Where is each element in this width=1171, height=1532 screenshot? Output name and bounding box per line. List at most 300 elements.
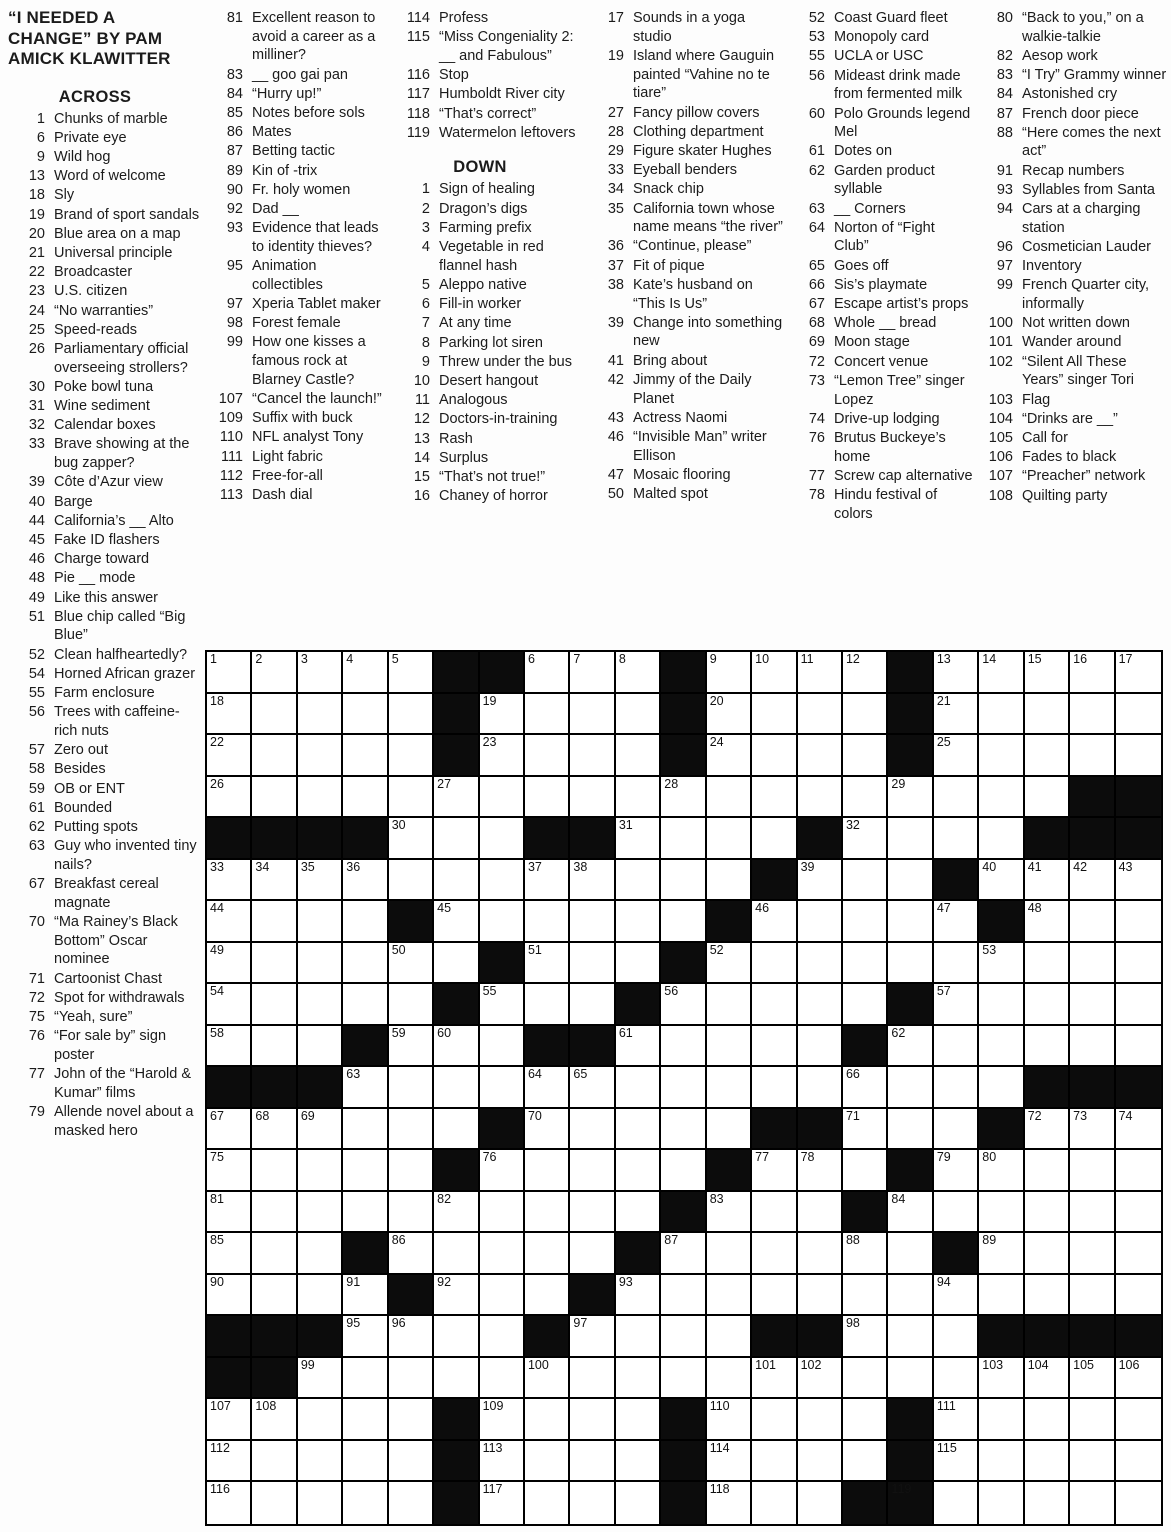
grid-cell-r17-c9[interactable] [570,1316,615,1358]
grid-cell-r19-c7[interactable] [480,1399,525,1441]
grid-cell-r8-c18[interactable] [979,943,1024,985]
grid-cell-r16-c18[interactable] [979,1275,1024,1317]
grid-cell-r4-c8[interactable] [525,777,570,819]
grid-cell-r13-c4[interactable] [343,1150,388,1192]
grid-cell-r7-c16[interactable] [888,901,933,943]
grid-cell-r8-c19[interactable] [1025,943,1070,985]
grid-cell-r9-c13[interactable] [752,984,797,1026]
grid-cell-r8-c14[interactable] [798,943,843,985]
grid-cell-r14-c10[interactable] [616,1192,661,1234]
grid-cell-r7-c2[interactable] [252,901,297,943]
grid-cell-r9-c14[interactable] [798,984,843,1026]
grid-cell-r10-c6[interactable] [434,1026,479,1068]
grid-cell-r16-c6[interactable] [434,1275,479,1317]
grid-cell-r1-c8[interactable] [525,652,570,694]
grid-cell-r13-c13[interactable] [752,1150,797,1192]
grid-cell-r21-c9[interactable] [570,1482,615,1524]
grid-cell-r10-c2[interactable] [252,1026,297,1068]
grid-cell-r4-c19[interactable] [1025,777,1070,819]
grid-cell-r12-c4[interactable] [343,1109,388,1151]
grid-cell-r6-c15[interactable] [843,860,888,902]
grid-cell-r10-c12[interactable] [707,1026,752,1068]
grid-cell-r2-c17[interactable] [934,694,979,736]
grid-cell-r5-c12[interactable] [707,818,752,860]
grid-cell-r9-c9[interactable] [570,984,615,1026]
grid-cell-r18-c14[interactable] [798,1358,843,1400]
grid-cell-r4-c18[interactable] [979,777,1024,819]
grid-cell-r4-c5[interactable] [389,777,434,819]
grid-cell-r1-c17[interactable] [934,652,979,694]
grid-cell-r11-c12[interactable] [707,1067,752,1109]
grid-cell-r20-c3[interactable] [298,1441,343,1483]
grid-cell-r12-c3[interactable] [298,1109,343,1151]
grid-cell-r15-c18[interactable] [979,1233,1024,1275]
grid-cell-r19-c17[interactable] [934,1399,979,1441]
grid-cell-r7-c17[interactable] [934,901,979,943]
grid-cell-r21-c1[interactable] [207,1482,252,1524]
grid-cell-r20-c4[interactable] [343,1441,388,1483]
grid-cell-r2-c18[interactable] [979,694,1024,736]
grid-cell-r1-c10[interactable] [616,652,661,694]
grid-cell-r3-c21[interactable] [1116,735,1161,777]
grid-cell-r10-c10[interactable] [616,1026,661,1068]
grid-cell-r4-c16[interactable] [888,777,933,819]
grid-cell-r17-c17[interactable] [934,1316,979,1358]
grid-cell-r1-c20[interactable] [1070,652,1115,694]
grid-cell-r20-c10[interactable] [616,1441,661,1483]
grid-cell-r21-c4[interactable] [343,1482,388,1524]
grid-cell-r14-c17[interactable] [934,1192,979,1234]
grid-cell-r12-c15[interactable] [843,1109,888,1151]
grid-cell-r19-c19[interactable] [1025,1399,1070,1441]
grid-cell-r6-c19[interactable] [1025,860,1070,902]
grid-cell-r7-c21[interactable] [1116,901,1161,943]
grid-cell-r2-c15[interactable] [843,694,888,736]
grid-cell-r4-c9[interactable] [570,777,615,819]
grid-cell-r10-c3[interactable] [298,1026,343,1068]
grid-cell-r13-c3[interactable] [298,1150,343,1192]
grid-cell-r14-c8[interactable] [525,1192,570,1234]
grid-cell-r2-c5[interactable] [389,694,434,736]
grid-cell-r5-c16[interactable] [888,818,933,860]
grid-cell-r18-c21[interactable] [1116,1358,1161,1400]
grid-cell-r16-c14[interactable] [798,1275,843,1317]
grid-cell-r16-c20[interactable] [1070,1275,1115,1317]
grid-cell-r7-c4[interactable] [343,901,388,943]
grid-cell-r11-c11[interactable] [661,1067,706,1109]
grid-cell-r5-c11[interactable] [661,818,706,860]
grid-cell-r5-c17[interactable] [934,818,979,860]
grid-cell-r16-c12[interactable] [707,1275,752,1317]
grid-cell-r19-c5[interactable] [389,1399,434,1441]
grid-cell-r6-c18[interactable] [979,860,1024,902]
grid-cell-r6-c20[interactable] [1070,860,1115,902]
grid-cell-r7-c19[interactable] [1025,901,1070,943]
grid-cell-r18-c9[interactable] [570,1358,615,1400]
grid-cell-r1-c15[interactable] [843,652,888,694]
grid-cell-r3-c19[interactable] [1025,735,1070,777]
grid-cell-r14-c18[interactable] [979,1192,1024,1234]
grid-cell-r8-c13[interactable] [752,943,797,985]
grid-cell-r1-c5[interactable] [389,652,434,694]
grid-cell-r14-c2[interactable] [252,1192,297,1234]
grid-cell-r15-c19[interactable] [1025,1233,1070,1275]
grid-cell-r14-c12[interactable] [707,1192,752,1234]
grid-cell-r7-c11[interactable] [661,901,706,943]
grid-cell-r5-c10[interactable] [616,818,661,860]
grid-cell-r7-c20[interactable] [1070,901,1115,943]
grid-cell-r15-c9[interactable] [570,1233,615,1275]
grid-cell-r3-c5[interactable] [389,735,434,777]
grid-cell-r13-c8[interactable] [525,1150,570,1192]
grid-cell-r10-c21[interactable] [1116,1026,1161,1068]
grid-cell-r18-c16[interactable] [888,1358,933,1400]
grid-cell-r15-c3[interactable] [298,1233,343,1275]
grid-cell-r5-c5[interactable] [389,818,434,860]
grid-cell-r21-c2[interactable] [252,1482,297,1524]
grid-cell-r2-c3[interactable] [298,694,343,736]
grid-cell-r14-c3[interactable] [298,1192,343,1234]
grid-cell-r20-c9[interactable] [570,1441,615,1483]
grid-cell-r3-c18[interactable] [979,735,1024,777]
grid-cell-r6-c9[interactable] [570,860,615,902]
grid-cell-r16-c3[interactable] [298,1275,343,1317]
grid-cell-r7-c6[interactable] [434,901,479,943]
grid-cell-r14-c20[interactable] [1070,1192,1115,1234]
grid-cell-r18-c8[interactable] [525,1358,570,1400]
grid-cell-r9-c8[interactable] [525,984,570,1026]
grid-cell-r5-c18[interactable] [979,818,1024,860]
grid-cell-r21-c19[interactable] [1025,1482,1070,1524]
grid-cell-r9-c19[interactable] [1025,984,1070,1026]
grid-cell-r16-c17[interactable] [934,1275,979,1317]
grid-cell-r10-c11[interactable] [661,1026,706,1068]
grid-cell-r8-c16[interactable] [888,943,933,985]
grid-cell-r16-c15[interactable] [843,1275,888,1317]
grid-cell-r1-c12[interactable] [707,652,752,694]
grid-cell-r11-c9[interactable] [570,1067,615,1109]
grid-cell-r14-c14[interactable] [798,1192,843,1234]
grid-cell-r18-c18[interactable] [979,1358,1024,1400]
grid-cell-r14-c7[interactable] [480,1192,525,1234]
grid-cell-r20-c15[interactable] [843,1441,888,1483]
grid-cell-r3-c4[interactable] [343,735,388,777]
grid-cell-r13-c18[interactable] [979,1150,1024,1192]
grid-cell-r9-c21[interactable] [1116,984,1161,1026]
grid-cell-r17-c11[interactable] [661,1316,706,1358]
grid-cell-r1-c2[interactable] [252,652,297,694]
grid-cell-r20-c14[interactable] [798,1441,843,1483]
grid-cell-r16-c1[interactable] [207,1275,252,1317]
grid-cell-r15-c2[interactable] [252,1233,297,1275]
grid-cell-r1-c1[interactable] [207,652,252,694]
grid-cell-r8-c8[interactable] [525,943,570,985]
grid-cell-r3-c1[interactable] [207,735,252,777]
grid-cell-r3-c10[interactable] [616,735,661,777]
grid-cell-r9-c3[interactable] [298,984,343,1026]
grid-cell-r10-c20[interactable] [1070,1026,1115,1068]
grid-cell-r6-c2[interactable] [252,860,297,902]
grid-cell-r3-c17[interactable] [934,735,979,777]
grid-cell-r8-c17[interactable] [934,943,979,985]
grid-cell-r2-c14[interactable] [798,694,843,736]
grid-cell-r16-c21[interactable] [1116,1275,1161,1317]
grid-cell-r10-c14[interactable] [798,1026,843,1068]
grid-cell-r6-c16[interactable] [888,860,933,902]
grid-cell-r11-c4[interactable] [343,1067,388,1109]
grid-cell-r18-c15[interactable] [843,1358,888,1400]
grid-cell-r12-c1[interactable] [207,1109,252,1151]
grid-cell-r16-c11[interactable] [661,1275,706,1317]
grid-cell-r4-c14[interactable] [798,777,843,819]
grid-cell-r1-c9[interactable] [570,652,615,694]
grid-cell-r16-c16[interactable] [888,1275,933,1317]
grid-cell-r11-c8[interactable] [525,1067,570,1109]
grid-cell-r1-c19[interactable] [1025,652,1070,694]
grid-cell-r11-c10[interactable] [616,1067,661,1109]
grid-cell-r18-c3[interactable] [298,1358,343,1400]
grid-cell-r15-c20[interactable] [1070,1233,1115,1275]
grid-cell-r7-c13[interactable] [752,901,797,943]
grid-cell-r8-c5[interactable] [389,943,434,985]
grid-cell-r19-c20[interactable] [1070,1399,1115,1441]
grid-cell-r13-c20[interactable] [1070,1150,1115,1192]
grid-cell-r3-c9[interactable] [570,735,615,777]
grid-cell-r9-c5[interactable] [389,984,434,1026]
grid-cell-r11-c6[interactable] [434,1067,479,1109]
grid-cell-r10-c17[interactable] [934,1026,979,1068]
grid-cell-r4-c15[interactable] [843,777,888,819]
grid-cell-r19-c10[interactable] [616,1399,661,1441]
grid-cell-r6-c4[interactable] [343,860,388,902]
grid-cell-r1-c14[interactable] [798,652,843,694]
grid-cell-r2-c9[interactable] [570,694,615,736]
grid-cell-r15-c12[interactable] [707,1233,752,1275]
grid-cell-r12-c8[interactable] [525,1109,570,1151]
grid-cell-r7-c8[interactable] [525,901,570,943]
grid-cell-r17-c4[interactable] [343,1316,388,1358]
grid-cell-r15-c1[interactable] [207,1233,252,1275]
grid-cell-r20-c7[interactable] [480,1441,525,1483]
grid-cell-r2-c10[interactable] [616,694,661,736]
grid-cell-r21-c13[interactable] [752,1482,797,1524]
grid-cell-r8-c3[interactable] [298,943,343,985]
grid-cell-r15-c11[interactable] [661,1233,706,1275]
grid-cell-r20-c20[interactable] [1070,1441,1115,1483]
grid-cell-r10-c1[interactable] [207,1026,252,1068]
grid-cell-r3-c13[interactable] [752,735,797,777]
grid-cell-r13-c2[interactable] [252,1150,297,1192]
grid-cell-r14-c19[interactable] [1025,1192,1070,1234]
grid-cell-r8-c12[interactable] [707,943,752,985]
grid-cell-r5-c15[interactable] [843,818,888,860]
grid-cell-r11-c18[interactable] [979,1067,1024,1109]
grid-cell-r21-c20[interactable] [1070,1482,1115,1524]
grid-cell-r1-c21[interactable] [1116,652,1161,694]
grid-cell-r20-c13[interactable] [752,1441,797,1483]
grid-cell-r12-c17[interactable] [934,1109,979,1151]
grid-cell-r2-c8[interactable] [525,694,570,736]
grid-cell-r9-c1[interactable] [207,984,252,1026]
grid-cell-r14-c13[interactable] [752,1192,797,1234]
grid-cell-r4-c3[interactable] [298,777,343,819]
grid-cell-r6-c10[interactable] [616,860,661,902]
grid-cell-r16-c19[interactable] [1025,1275,1070,1317]
grid-cell-r4-c7[interactable] [480,777,525,819]
grid-cell-r12-c9[interactable] [570,1109,615,1151]
grid-cell-r6-c11[interactable] [661,860,706,902]
grid-cell-r13-c19[interactable] [1025,1150,1070,1192]
grid-cell-r18-c7[interactable] [480,1358,525,1400]
grid-cell-r6-c14[interactable] [798,860,843,902]
grid-cell-r8-c9[interactable] [570,943,615,985]
grid-cell-r9-c11[interactable] [661,984,706,1026]
grid-cell-r6-c1[interactable] [207,860,252,902]
grid-cell-r9-c12[interactable] [707,984,752,1026]
grid-cell-r19-c14[interactable] [798,1399,843,1441]
grid-cell-r2-c4[interactable] [343,694,388,736]
grid-cell-r3-c12[interactable] [707,735,752,777]
grid-cell-r17-c15[interactable] [843,1316,888,1358]
grid-cell-r5-c7[interactable] [480,818,525,860]
grid-cell-r1-c18[interactable] [979,652,1024,694]
grid-cell-r17-c7[interactable] [480,1316,525,1358]
grid-cell-r16-c4[interactable] [343,1275,388,1317]
grid-cell-r11-c13[interactable] [752,1067,797,1109]
grid-cell-r7-c7[interactable] [480,901,525,943]
grid-cell-r7-c15[interactable] [843,901,888,943]
grid-cell-r19-c1[interactable] [207,1399,252,1441]
grid-cell-r17-c16[interactable] [888,1316,933,1358]
grid-cell-r20-c5[interactable] [389,1441,434,1483]
grid-cell-r19-c4[interactable] [343,1399,388,1441]
grid-cell-r8-c20[interactable] [1070,943,1115,985]
grid-cell-r8-c15[interactable] [843,943,888,985]
grid-cell-r2-c20[interactable] [1070,694,1115,736]
grid-cell-r1-c3[interactable] [298,652,343,694]
grid-cell-r19-c12[interactable] [707,1399,752,1441]
grid-cell-r2-c21[interactable] [1116,694,1161,736]
grid-cell-r11-c7[interactable] [480,1067,525,1109]
grid-cell-r9-c4[interactable] [343,984,388,1026]
grid-cell-r3-c7[interactable] [480,735,525,777]
grid-cell-r10-c5[interactable] [389,1026,434,1068]
grid-cell-r18-c19[interactable] [1025,1358,1070,1400]
grid-cell-r11-c5[interactable] [389,1067,434,1109]
grid-cell-r5-c6[interactable] [434,818,479,860]
grid-cell-r11-c15[interactable] [843,1067,888,1109]
grid-cell-r9-c20[interactable] [1070,984,1115,1026]
grid-cell-r11-c16[interactable] [888,1067,933,1109]
grid-cell-r2-c2[interactable] [252,694,297,736]
grid-cell-r3-c2[interactable] [252,735,297,777]
grid-cell-r6-c6[interactable] [434,860,479,902]
grid-cell-r14-c5[interactable] [389,1192,434,1234]
grid-cell-r15-c6[interactable] [434,1233,479,1275]
grid-cell-r19-c9[interactable] [570,1399,615,1441]
grid-cell-r8-c2[interactable] [252,943,297,985]
grid-cell-r11-c17[interactable] [934,1067,979,1109]
grid-cell-r7-c1[interactable] [207,901,252,943]
grid-cell-r4-c10[interactable] [616,777,661,819]
grid-cell-r10-c13[interactable] [752,1026,797,1068]
grid-cell-r7-c3[interactable] [298,901,343,943]
grid-cell-r7-c9[interactable] [570,901,615,943]
grid-cell-r19-c8[interactable] [525,1399,570,1441]
grid-cell-r12-c11[interactable] [661,1109,706,1151]
grid-cell-r9-c18[interactable] [979,984,1024,1026]
grid-cell-r1-c4[interactable] [343,652,388,694]
grid-cell-r4-c1[interactable] [207,777,252,819]
grid-cell-r8-c21[interactable] [1116,943,1161,985]
grid-cell-r21-c10[interactable] [616,1482,661,1524]
grid-cell-r18-c12[interactable] [707,1358,752,1400]
grid-cell-r19-c3[interactable] [298,1399,343,1441]
grid-cell-r20-c2[interactable] [252,1441,297,1483]
grid-cell-r6-c7[interactable] [480,860,525,902]
grid-cell-r12-c10[interactable] [616,1109,661,1151]
grid-cell-r12-c12[interactable] [707,1109,752,1151]
grid-cell-r16-c8[interactable] [525,1275,570,1317]
grid-cell-r21-c7[interactable] [480,1482,525,1524]
grid-cell-r18-c5[interactable] [389,1358,434,1400]
grid-cell-r12-c19[interactable] [1025,1109,1070,1151]
grid-cell-r21-c8[interactable] [525,1482,570,1524]
grid-cell-r4-c4[interactable] [343,777,388,819]
grid-cell-r13-c21[interactable] [1116,1150,1161,1192]
grid-cell-r15-c8[interactable] [525,1233,570,1275]
grid-cell-r18-c20[interactable] [1070,1358,1115,1400]
grid-cell-r20-c8[interactable] [525,1441,570,1483]
grid-cell-r10-c18[interactable] [979,1026,1024,1068]
grid-cell-r10-c19[interactable] [1025,1026,1070,1068]
grid-cell-r4-c2[interactable] [252,777,297,819]
grid-cell-r16-c7[interactable] [480,1275,525,1317]
grid-cell-r15-c16[interactable] [888,1233,933,1275]
grid-cell-r19-c2[interactable] [252,1399,297,1441]
grid-cell-r9-c15[interactable] [843,984,888,1026]
grid-cell-r15-c7[interactable] [480,1233,525,1275]
grid-cell-r21-c12[interactable] [707,1482,752,1524]
grid-cell-r10-c16[interactable] [888,1026,933,1068]
grid-cell-r15-c21[interactable] [1116,1233,1161,1275]
grid-cell-r3-c15[interactable] [843,735,888,777]
grid-cell-r3-c20[interactable] [1070,735,1115,777]
grid-cell-r6-c8[interactable] [525,860,570,902]
grid-cell-r19-c21[interactable] [1116,1399,1161,1441]
grid-cell-r8-c1[interactable] [207,943,252,985]
grid-cell-r21-c5[interactable] [389,1482,434,1524]
grid-cell-r9-c2[interactable] [252,984,297,1026]
grid-cell-r11-c14[interactable] [798,1067,843,1109]
grid-cell-r13-c10[interactable] [616,1150,661,1192]
grid-cell-r14-c16[interactable] [888,1192,933,1234]
grid-cell-r13-c5[interactable] [389,1150,434,1192]
grid-cell-r13-c14[interactable] [798,1150,843,1192]
grid-cell-r19-c15[interactable] [843,1399,888,1441]
grid-cell-r4-c17[interactable] [934,777,979,819]
grid-cell-r2-c7[interactable] [480,694,525,736]
grid-cell-r20-c12[interactable] [707,1441,752,1483]
grid-cell-r16-c2[interactable] [252,1275,297,1317]
grid-cell-r8-c6[interactable] [434,943,479,985]
grid-cell-r21-c18[interactable] [979,1482,1024,1524]
grid-cell-r14-c1[interactable] [207,1192,252,1234]
grid-cell-r13-c7[interactable] [480,1150,525,1192]
grid-cell-r19-c13[interactable] [752,1399,797,1441]
grid-cell-r13-c9[interactable] [570,1150,615,1192]
grid-cell-r18-c11[interactable] [661,1358,706,1400]
